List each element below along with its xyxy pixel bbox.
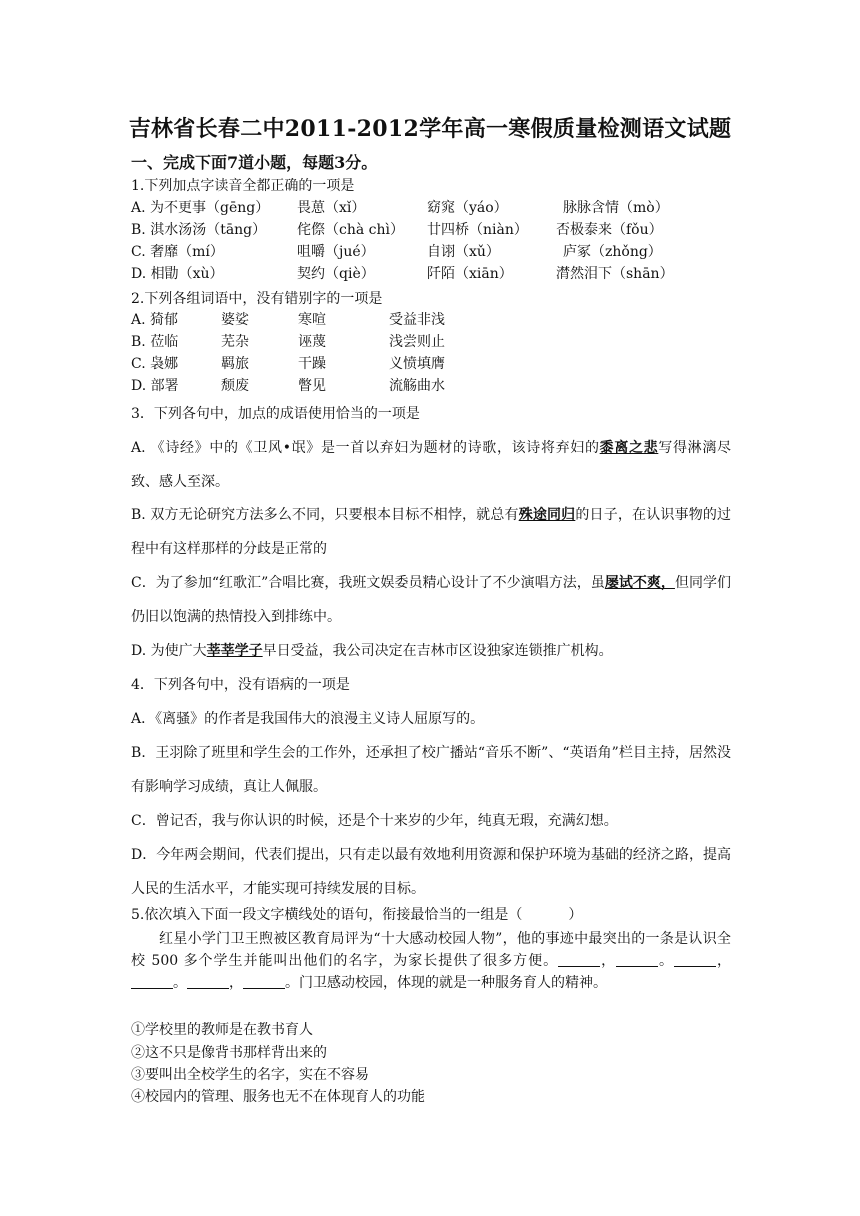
- q3-c-post: 但同学们仍旧以饱满的热情投入到排练中。: [131, 575, 732, 625]
- q2-d-1: D. 部署: [131, 378, 179, 394]
- q2-b-3: 诬蔑: [298, 334, 326, 350]
- q4-option-a: A．《离骚》的作者是我国伟大的浪漫主义诗人屈原写的。: [131, 711, 485, 727]
- q2-a-4: 受益非浅: [389, 312, 445, 328]
- q1-a-1: A. 为不更事（gēng）: [131, 200, 270, 216]
- q2-c-1: C. 袅娜: [131, 356, 179, 372]
- page-title: 吉林省长春二中2011-2012学年高一寒假质量检测语文试题: [128, 116, 732, 142]
- q3-a-pre: A. 《诗经》中的《卫风•氓》是一首以弃妇为题材的诗歌，该诗将弃妇的: [131, 440, 600, 456]
- blank-3[interactable]: [674, 952, 716, 967]
- blank-2[interactable]: [616, 952, 658, 967]
- sep: ，: [600, 953, 617, 969]
- q3-d-idiom: 莘莘学子: [206, 643, 263, 659]
- q5-option-3: ③要叫出全校学生的名字，实在不容易: [131, 1067, 369, 1083]
- q5-stem-end: ）: [568, 907, 583, 923]
- q2-c-2: 羁旅: [221, 356, 249, 372]
- q2-c-4: 义愤填膺: [389, 356, 445, 372]
- q3-d-post: 早日受益，我公司决定在吉林市区设独家连锁推广机构。: [262, 643, 613, 659]
- q1-b-3: 廿四桥（niàn）: [427, 222, 528, 238]
- q3-option-d: [131, 634, 731, 668]
- q1-c-4: 庐冢（zhǒng）: [563, 244, 662, 260]
- q5-stem: [131, 906, 582, 924]
- q5-stem-text: 5.依次填入下面一段文字横线处的语句，衔接最恰当的一组是（: [131, 907, 523, 923]
- q1-d-2: 契约（qiè）: [297, 266, 375, 282]
- q5-option-4: ④校园内的管理、服务也无不在体现育人的功能: [131, 1089, 425, 1105]
- q1-d-3: 阡陌（xiān）: [427, 266, 513, 282]
- q2-d-3: 瞥见: [298, 378, 326, 394]
- q3-b-post: 的日子，在认识事物的过程中有这样那样的分歧是正常的: [131, 507, 732, 557]
- q4-option-d: D．今年两会期间，代表们提出，只有走以最有效地利用资源和保护环境为基础的经济之路，提高人民的生活水平，才能实现可持续发展的目标。: [131, 847, 731, 897]
- q2-b-1: B. 莅临: [131, 334, 179, 350]
- q1-c-2: 咀嚼（jué）: [297, 244, 375, 260]
- q3-a-post: 写得淋漓尽致、感人至深。: [131, 440, 731, 490]
- q1-a-2: 畏葸（xǐ）: [297, 200, 366, 216]
- q2-d-2: 颓废: [221, 378, 249, 394]
- q2-b-4: 浅尝则止: [389, 334, 445, 350]
- q2-a-2: 婆娑: [221, 312, 249, 328]
- q2-a-3: 寒喧: [298, 312, 326, 328]
- blank-1[interactable]: [558, 952, 600, 967]
- q1-b-1: B. 淇水汤汤（tāng）: [131, 222, 267, 238]
- q2-a-1: A. 猗郁: [131, 312, 179, 328]
- q1-a-3: 窈窕（yáo）: [427, 200, 508, 216]
- q1-b-4: 否极泰来（fǒu）: [556, 222, 663, 238]
- blank-4[interactable]: [131, 974, 173, 989]
- q4-option-c: C．曾记否，我与你认识的时候，还是个十来岁的少年，纯真无瑕，充满幻想。: [131, 813, 618, 829]
- q3-b-pre: B. 双方无论研究方法多么不同，只要根本目标不相悖，就总有: [131, 507, 519, 523]
- sep: 。: [658, 953, 675, 969]
- q1-stem: 1.下列加点字读音全都正确的一项是: [131, 178, 355, 194]
- q3-c-idiom: 屡试不爽，: [604, 575, 675, 591]
- q4-option-b: B．王羽除了班里和学生会的工作外，还承担了校广播站“音乐不断”、“英语角”栏目主持，居然没有影响学习成绩，真让人佩服。: [131, 745, 731, 795]
- sep: ，: [716, 953, 732, 969]
- q3-option-b: [131, 498, 731, 566]
- q2-d-4: 流觞曲水: [389, 378, 445, 394]
- q2-b-2: 芜杂: [221, 334, 249, 350]
- q1-d-1: D. 相勖（xù）: [131, 266, 224, 282]
- sep: ，: [229, 975, 243, 991]
- q3-b-idiom: 殊途同归: [518, 507, 576, 523]
- q5-passage-end: 。门卫感动校园，体现的就是一种服务育人的精神。: [285, 975, 607, 991]
- sep: 。: [173, 975, 187, 991]
- q2-stem: 2.下列各组词语中，没有错别字的一项是: [131, 291, 383, 307]
- q1-b-2: 侘傺（chà chì）: [297, 222, 404, 238]
- q3-option-c: [131, 566, 731, 634]
- q1-a-4: 脉脉含情（mò）: [563, 200, 669, 216]
- blank-6[interactable]: [243, 974, 285, 989]
- q3-stem: 3．下列各句中，加点的成语使用恰当的一项是: [131, 406, 420, 422]
- q5-passage: [131, 928, 731, 994]
- q3-a-idiom: 黍离之悲: [599, 440, 659, 456]
- q1-c-3: 自诩（xǔ）: [427, 244, 500, 260]
- q3-d-pre: D. 为使广大: [131, 643, 207, 659]
- q1-c-1: C. 奢靡（mí）: [131, 244, 224, 260]
- q3-option-a: [131, 431, 731, 499]
- q3-c-pre: C．为了参加“红歌汇”合唱比赛，我班文娱委员精心设计了不少演唱方法，虽: [131, 575, 605, 591]
- q2-c-3: 干躁: [298, 356, 326, 372]
- blank-5[interactable]: [187, 974, 229, 989]
- section-heading: 一、完成下面7道小题，每题3分。: [131, 153, 378, 172]
- q5-option-2: ②这不只是像背书那样背出来的: [131, 1045, 327, 1061]
- q1-d-4: 潸然泪下（shān）: [556, 266, 674, 282]
- q4-stem: 4．下列各句中，没有语病的一项是: [131, 677, 350, 693]
- q5-passage-text: 红星小学门卫王煦被区教育局评为“十大感动校园人物”，他的事迹中最突出的一条是认识全校 500 多个学生并能叫出他们的名字，为家长提供了很多方便。: [131, 931, 731, 969]
- q5-option-1: ①学校里的教师是在教书育人: [131, 1022, 313, 1038]
